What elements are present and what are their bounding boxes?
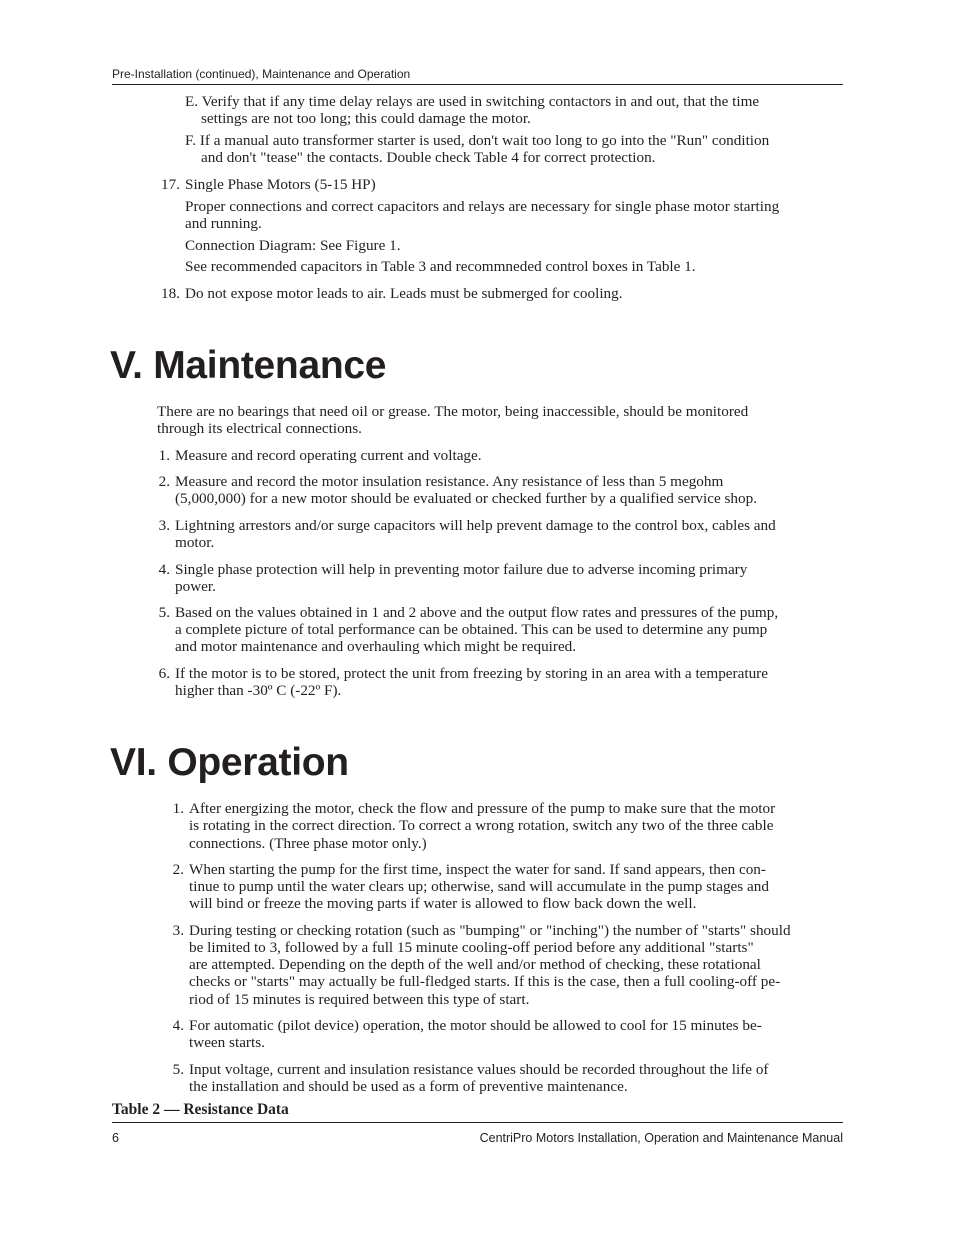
maintenance-intro-line-2: through its electrical connections. — [157, 420, 362, 437]
footer-manual-title: CentriPro Motors Installation, Operation and Maintenance Manual — [479, 1131, 843, 1145]
maintenance-item-3-line-1: Lightning arrestors and/or surge capacitors will help prevent damage to the control box, cables and — [175, 517, 776, 534]
maintenance-item-6-number: 6. — [158, 665, 170, 682]
item-17-number: 17. — [161, 176, 180, 193]
operation-item-2-number: 2. — [172, 861, 184, 878]
operation-item-1-line-2: is rotating in the correct direction. To correct a wrong rotation, switch any two of the three cable — [189, 817, 774, 834]
operation-item-3-number: 3. — [172, 922, 184, 939]
maintenance-heading: V. Maintenance — [110, 344, 387, 387]
item-17-para-2: Connection Diagram: See Figure 1. — [185, 237, 401, 254]
item-17-para-1-line-2: and running. — [185, 215, 262, 232]
operation-item-1-line-3: connections. (Three phase motor only.) — [189, 835, 427, 852]
maintenance-item-6-line-2: higher than -30º C (-22º F). — [175, 682, 342, 699]
maintenance-item-5-number: 5. — [158, 604, 170, 621]
maintenance-item-2-line-1: Measure and record the motor insulation resistance. Any resistance of less than 5 megohm — [175, 473, 724, 490]
maintenance-item-6-line-1: If the motor is to be stored, protect the unit from freezing by storing in an area with a temperature — [175, 665, 768, 682]
operation-item-3-line-4: checks or "starts" may actually be full-fledged starts. If this is the case, then a full cooling-off pe- — [189, 973, 781, 990]
operation-item-5-number: 5. — [172, 1061, 184, 1078]
maintenance-item-3-line-2: motor. — [175, 534, 215, 551]
item-e-line-1: E. Verify that if any time delay relays are used in switching contactors in and out, that the time — [185, 93, 760, 110]
operation-item-4-line-1: For automatic (pilot device) operation, the motor should be allowed to cool for 15 minutes be- — [189, 1017, 762, 1034]
operation-item-5-line-2: the installation and should be used as a form of preventive maintenance. — [189, 1078, 628, 1095]
item-17-para-1-line-1: Proper connections and correct capacitors and relays are necessary for single phase motor starting — [185, 198, 780, 215]
maintenance-item-5-line-1: Based on the values obtained in 1 and 2 above and the output flow rates and pressures of the pump, — [175, 604, 779, 621]
maintenance-item-5-line-2: a complete picture of total performance can be obtained. This can be used to determine any pump — [175, 621, 768, 638]
operation-item-2-line-2: tinue to pump until the water clears up; otherwise, sand will accumulate in the pump stages and — [189, 878, 769, 895]
operation-item-4-line-2: tween starts. — [189, 1034, 265, 1051]
maintenance-item-1-line-1: Measure and record operating current and voltage. — [175, 447, 482, 464]
item-18-text: Do not expose motor leads to air. Leads must be submerged for cooling. — [185, 285, 623, 302]
maintenance-item-1-number: 1. — [158, 447, 170, 464]
page-number: 6 — [112, 1131, 119, 1145]
maintenance-item-4-line-2: power. — [175, 578, 216, 595]
item-17-title: Single Phase Motors (5-15 HP) — [185, 176, 376, 193]
operation-item-4-number: 4. — [172, 1017, 184, 1034]
footer-rule — [112, 1122, 843, 1123]
maintenance-item-2-number: 2. — [158, 473, 170, 490]
operation-item-3-line-3: are attempted. Depending on the depth of the well and/or method of checking, these rotational — [189, 956, 761, 973]
table-caption: Table 2 — Resistance Data — [112, 1101, 289, 1118]
operation-item-3-line-5: riod of 15 minutes is required between this type of start. — [189, 991, 530, 1008]
item-f-line-2: and don't "tease" the contacts. Double check Table 4 for correct protection. — [201, 149, 656, 166]
maintenance-item-2-line-2: (5,000,000) for a new motor should be evaluated or checked further by a qualified service shop. — [175, 490, 757, 507]
operation-heading: VI. Operation — [110, 741, 349, 784]
item-18-number: 18. — [161, 285, 180, 302]
operation-item-5-line-1: Input voltage, current and insulation resistance values should be recorded throughout the life of — [189, 1061, 769, 1078]
item-17-para-3: See recommended capacitors in Table 3 and recommneded control boxes in Table 1. — [185, 258, 696, 275]
maintenance-item-4-number: 4. — [158, 561, 170, 578]
maintenance-item-5-line-3: and motor maintenance and overhauling which might be required. — [175, 638, 577, 655]
item-e-line-2: settings are not too long; this could damage the motor. — [201, 110, 531, 127]
operation-item-1-number: 1. — [172, 800, 184, 817]
item-f-line-1: F. If a manual auto transformer starter is used, don't wait too long to go into the "Run" condition — [185, 132, 770, 149]
operation-item-1-line-1: After energizing the motor, check the flow and pressure of the pump to make sure that the motor — [189, 800, 776, 817]
maintenance-intro-line-1: There are no bearings that need oil or grease. The motor, being inaccessible, should be monitored — [157, 403, 749, 420]
maintenance-item-3-number: 3. — [158, 517, 170, 534]
header-rule — [112, 84, 843, 85]
running-header: Pre-Installation (continued), Maintenance and Operation — [112, 67, 411, 81]
operation-item-3-line-2: be limited to 3, followed by a full 15 minute cooling-off period before any additional "starts" — [189, 939, 754, 956]
operation-item-2-line-3: will bind or freeze the moving parts if water is allowed to flow back down the well. — [189, 895, 697, 912]
operation-item-2-line-1: When starting the pump for the first time, inspect the water for sand. If sand appears, then con- — [189, 861, 766, 878]
maintenance-item-4-line-1: Single phase protection will help in preventing motor failure due to adverse incoming primary — [175, 561, 748, 578]
operation-item-3-line-1: During testing or checking rotation (such as "bumping" or "inching") the number of "starts" should — [189, 922, 791, 939]
